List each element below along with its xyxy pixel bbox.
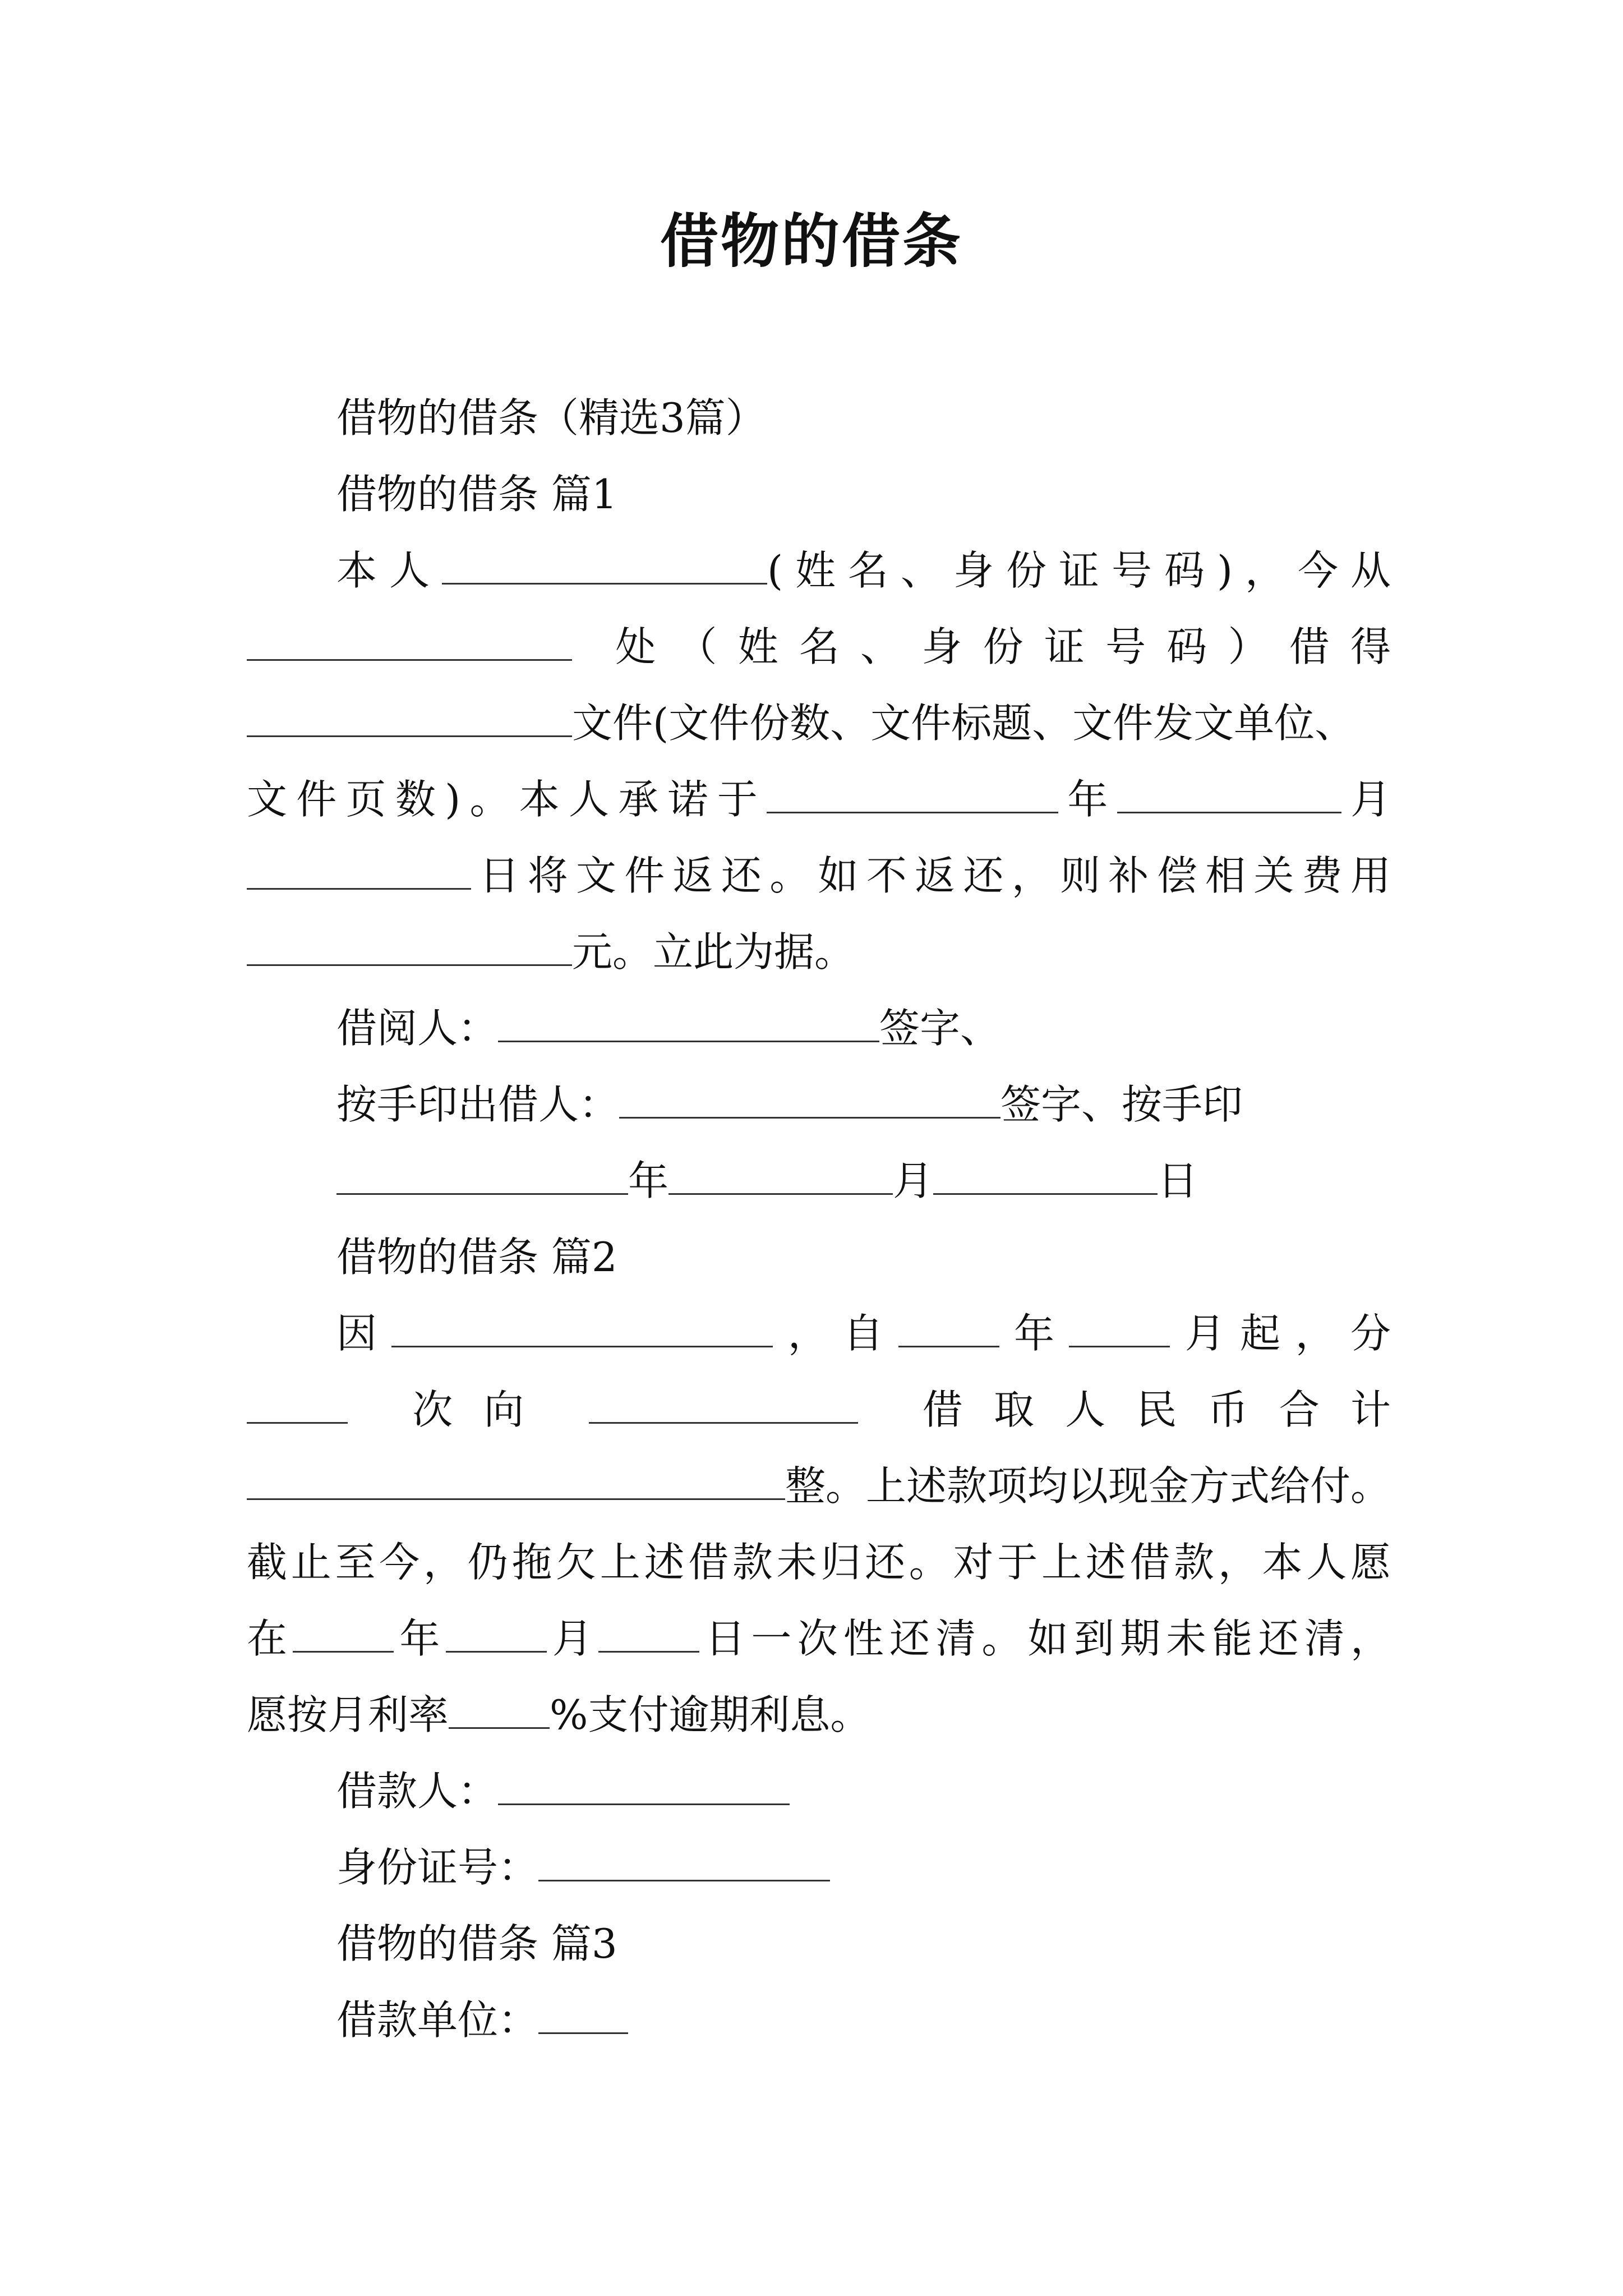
- text: 次向: [381, 1386, 555, 1433]
- text: 签字、按手印: [1000, 1081, 1243, 1128]
- paragraph-1-line-4: [247, 769, 1391, 830]
- fill-blank[interactable]: [293, 1616, 394, 1653]
- fill-blank[interactable]: [336, 1158, 628, 1195]
- text: 借款单位：: [336, 1996, 539, 2044]
- fill-blank[interactable]: [498, 1006, 879, 1042]
- fill-blank[interactable]: [498, 1769, 790, 1805]
- text: 文件(文件份数、文件标题、文件发文单位、: [572, 700, 1355, 747]
- text: 年: [1058, 776, 1117, 823]
- text: 签字、: [879, 1005, 1001, 1052]
- fill-blank[interactable]: [619, 1082, 1000, 1119]
- text: 年: [394, 1615, 446, 1662]
- date-line: [336, 1150, 1391, 1212]
- text: 月: [546, 1615, 599, 1662]
- text: 借阅人：: [336, 1005, 499, 1052]
- borrowing-unit-line: [336, 1989, 1391, 2051]
- fill-blank[interactable]: [391, 1311, 773, 1347]
- fill-blank[interactable]: [247, 624, 572, 661]
- text: 按手印出借人：: [336, 1081, 620, 1128]
- text: 因: [336, 1310, 392, 1357]
- paragraph-1-line-2: [247, 616, 1391, 678]
- fill-blank[interactable]: [446, 1616, 547, 1653]
- text: 月: [893, 1157, 934, 1204]
- text: 借取人民币合计: [891, 1386, 1391, 1433]
- fill-blank[interactable]: [449, 1692, 550, 1729]
- text: 截止至今，仍拖欠上述借款未归还。对于上述借款，本人愿: [247, 1539, 1391, 1586]
- borrower-signature-line: [336, 997, 1391, 1059]
- fill-blank[interactable]: [767, 777, 1058, 813]
- fill-blank[interactable]: [247, 1387, 348, 1424]
- text: 元。立此为据。: [572, 928, 855, 976]
- text: 愿按月利率: [247, 1691, 449, 1738]
- fill-blank[interactable]: [589, 1387, 858, 1424]
- section-heading-3-text: 借物的借条 篇3: [336, 1920, 617, 1967]
- paragraph-2-line-2: [247, 1379, 1391, 1441]
- text: 借款人：: [336, 1768, 499, 1815]
- lender-signature-line: [336, 1074, 1391, 1135]
- section-heading-3: [336, 1913, 1391, 1975]
- text: 文件页数)。本人承诺于: [247, 776, 767, 823]
- text: 在: [247, 1615, 293, 1662]
- paragraph-1-line-3: [247, 692, 1391, 754]
- paragraph-2-line-6: [247, 1684, 1391, 1746]
- id-number-line: [336, 1837, 1391, 1898]
- fill-blank[interactable]: [538, 1845, 830, 1881]
- paragraph-2-line-1: [336, 1303, 1391, 1364]
- fill-blank[interactable]: [247, 1464, 785, 1500]
- text: ，自: [773, 1310, 898, 1357]
- fill-blank[interactable]: [598, 1616, 699, 1653]
- fill-blank[interactable]: [668, 1158, 893, 1195]
- subtitle: 借物的借条（精选3篇）: [336, 394, 766, 441]
- paragraph-1-line-1: [336, 540, 1391, 601]
- paragraph-1-line-5: [247, 845, 1391, 907]
- text: 处（姓名、身份证号码）借得: [594, 623, 1391, 670]
- paragraph-1-line-6: [247, 921, 1391, 983]
- section-heading-1-text: 借物的借条 篇1: [336, 471, 617, 518]
- text: 月起，分: [1170, 1310, 1391, 1357]
- paragraph-2-line-4: [247, 1531, 1391, 1593]
- fill-blank[interactable]: [898, 1311, 999, 1347]
- text: 日: [1158, 1157, 1198, 1204]
- subtitle-line: [336, 387, 1391, 449]
- section-heading-2-text: 借物的借条 篇2: [336, 1234, 617, 1281]
- fill-blank[interactable]: [247, 853, 471, 890]
- paragraph-2-line-5: [247, 1608, 1391, 1669]
- document-title: 借物的借条: [660, 207, 963, 275]
- fill-blank[interactable]: [1117, 777, 1341, 813]
- fill-blank[interactable]: [538, 1998, 628, 2034]
- text: %支付逾期利息。: [550, 1691, 871, 1738]
- text: 年: [999, 1310, 1069, 1357]
- text: 本人: [336, 547, 442, 594]
- fill-blank[interactable]: [933, 1158, 1158, 1195]
- paragraph-2-line-3: [247, 1455, 1391, 1517]
- text: 整。上述款项均以现金方式给付。: [785, 1462, 1391, 1510]
- text: 日一次性还清。如到期未能还清，: [699, 1615, 1391, 1662]
- borrower-name-line: [336, 1760, 1391, 1822]
- section-heading-2: [336, 1226, 1391, 1288]
- fill-blank[interactable]: [247, 701, 572, 737]
- text: (姓名、身份证号码)，今从: [767, 547, 1391, 594]
- section-heading-1: [336, 463, 1391, 525]
- text: 身份证号：: [336, 1844, 539, 1891]
- fill-blank[interactable]: [247, 930, 572, 966]
- text: 日将文件返还。如不返还，则补偿相关费用: [471, 852, 1391, 899]
- fill-blank[interactable]: [1069, 1311, 1170, 1347]
- fill-blank[interactable]: [442, 548, 767, 585]
- text: 年: [628, 1157, 669, 1204]
- text: 月: [1341, 776, 1391, 823]
